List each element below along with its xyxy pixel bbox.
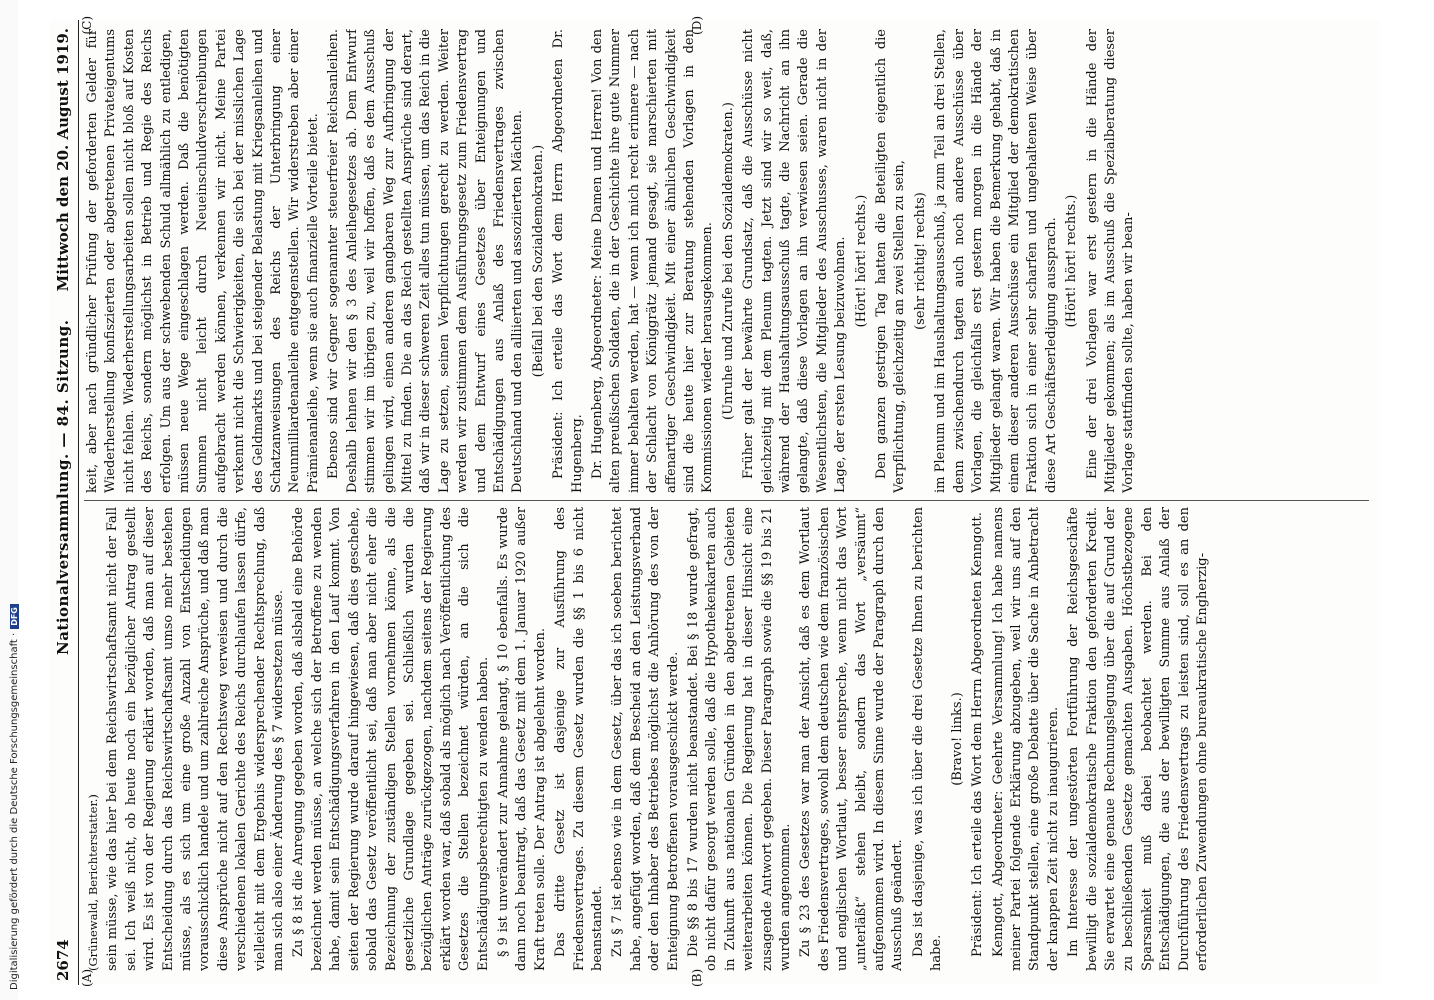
president-remark: Präsident: Ich erteile das Wort dem Herrn Abgeordneten Kenngott. — [970, 512, 986, 957]
interjection: (Beifall bei den Sozialdemokraten.) — [530, 144, 546, 378]
paragraph: Eine der drei Vorlagen war erst gestern in die Hände der Mitglieder gekommen; als im Ausschuß die Spezialberatung dieser Vorlage stattfinden sollte, haben wir bean- — [1084, 29, 1137, 493]
paragraph: Früher galt der bewährte Grundsatz, daß die Ausschüsse nicht gleichzeitig mit dem Plenum tagten. Jetzt sind wir so weit, daß, während der Haushaltungsausschuß tagte, die Nachricht an ihn gelangte, daß diese Vorlagen an ihn verwiesen seien. Gerade die Wesentlichsten, die Mitglieder des Ausschusses, waren nicht in der Lage, der ersten Lesung beizuwohnen. — [741, 29, 849, 493]
funding-note: Digitalisierung gefördert durch die Deutsche Forschungsgemeinschaft · — [9, 632, 20, 990]
document-page — [50, 16, 1380, 987]
interjection: (sehr richtig! rechts) — [912, 192, 928, 330]
dfg-logo: DFG — [10, 604, 19, 629]
speech-opening: Dr. Hugenberg, Abgeordneter: Meine Damen und Herren! Von den alten preußischen Soldaten, die in der Geschichte ihre gute Nummer immer behalten werden, hat — wenn ich mich recht erinnere — nach der Schlacht von Königgrätz jemand gesagt, sie marschierten mit affenartiger Geschwindigkeit. Mit einer ähnlichen Geschwindigkeit sind die heute hier zur Beratung stehenden Vorlagen in den Kommissionen wieder herausgekommen. — [589, 29, 716, 493]
paragraph: sein müsse, wie das hier bei dem Reichswirtschaftsamt nicht der Fall sei. Ich weiß nicht, ob heute noch ein bezüglicher Antrag gestellt wird. Es ist von der Regierung erklärt worden, daß man auf dieser Entscheidung durch das Reichswirtschaftsamt umso mehr bestehen müsse, als es sich um eine große Anzahl von Entscheidungen vorausschicklich handele und um zahlreiche Ansprüche, und daß man diese Ansprüche nicht auf den Rechtsweg verweisen und durch die verschiedenen lokalen Gerichte des Reichs durchlaufen lassen dürfe, vielleicht mit dem Ergebnis widersprechender Rechtsprechung, daß man sich also einer Änderung des § 7 widersetzen müsse. — [105, 507, 287, 971]
digitization-note — [9, 604, 20, 990]
margin-mark-d: (D) — [690, 16, 704, 35]
speaker-attribution: (Grünewald, Berichterstatter.) — [86, 794, 100, 971]
interjection: (Bravo! links.) — [949, 692, 965, 786]
digitization-sidebar — [0, 0, 18, 1000]
paragraph: § 9 ist unverändert zur Annahme gelangt, § 10 ebenfalls. Es wurde dann noch beantragt, daß das Gesetz mit dem 1. Januar 1920 außer Kraft treten solle. Der Antrag ist abgelehnt worden. — [495, 507, 548, 971]
page-header — [50, 20, 79, 985]
paragraph: Das ist dasjenige, was ich über die drei Gesetze Ihnen zu berichten habe. — [910, 507, 945, 971]
paragraph: Zu § 7 ist ebenso wie in dem Gesetz, über das ich soeben berichtet habe, angefügt worden, daß dem Bescheid an den Leistungsverband oder den Inhaber des Betriebes möglichst die Anhörung des von der Enteignung Betroffenen vorausgeschickt werde. — [610, 507, 681, 971]
page-number: 2674 — [54, 939, 72, 981]
paragraph: Zu § 8 ist die Anregung gegeben worden, daß alsbald eine Behörde bezeichnet werden müsse, an welche sich der Betroffene zu wenden habe, damit sein Entschädigungsverfahren in den Lauf kommt. Von seiten der Regierung wurde darauf hingewiesen, daß dies geschehe, sobald das Gesetz veröffentlicht sei, daß man aber nicht eher die Bezeichnung der zuständigen Stellen vornehmen könne, als die gesetzliche Grundlage gegeben sei. Schließlich wurden die bezüglichen Anträge zurückgezogen, nachdem seitens der Regierung erklärt worden war, daß sobald als möglich nach Veröffentlichung des Gesetzes die Stellen bezeichnet würden, an die sich die Entschädigungsberechtigten zu wenden haben. — [291, 507, 491, 971]
column-divider — [84, 500, 1369, 501]
right-column — [84, 29, 1374, 493]
left-column — [84, 507, 1374, 971]
interjection: (Unruhe und Zurufe bei den Sozialdemokraten.) — [720, 102, 736, 420]
paragraph: im Plenum und im Haushaltungsausschuß, ja zum Teil an drei Stellen, denn zwischendurch tagten auch noch andere Ausschüsse über Vorlagen, die gleichfalls erst gestern morgen in die Hände der Mitglieder gelangt waren. Wir haben die Bemerkung gehabt, daß in einem dieser anderen Ausschüsse ein Mitglied der demokratischen Fraktion sich in einer sehr scharfen und ungehaltenen Weise über diese Art Geschäftserledigung aussprach. — [933, 29, 1059, 493]
margin-mark-b: (B) — [690, 968, 704, 987]
paragraph: Den ganzen gestrigen Tag hatten die Beteiligten eigentlich die Verpflichtung, gleichzeitig an zwei Stellen zu sein, — [874, 29, 908, 493]
margin-mark-a: (A) — [80, 968, 94, 987]
paragraph: Das dritte Gesetz ist dasjenige zur Ausführung des Friedensvertrages. Zu diesem Gesetz wurden die §§ 1 bis 6 nicht beanstandet. — [553, 507, 605, 971]
session-title: Nationalversammlung. — 84. Sitzung. — [54, 319, 72, 655]
paragraph: Ebenso sind wir Gegner sogenannter steuerfreier Reichsanleihen. Deshalb lehnen wir den § 3 des Anleihegesetzes ab. Dem Entwurf stimmen wir im übrigen zu, weil wir hoffen, daß es dem Ausschuß gelingen wird, einen anderen gangbaren Weg zur Aufbringung der Mittel zu finden. Die an das Reich gestellten Ansprüche sind derart, daß wir in dieser schweren Zeit alles tun müssen, um das Reich in die Lage zu setzen, seinen Verpflichtungen gerecht zu werden. Weiter werden wir zustimmen dem Ausführungsgesetz zum Friedensvertrag und dem Entwurf eines Gesetzes über Enteignungen und Entschädigungen aus Anlaß des Friedensvertrages zwischen Deutschland und den alliierten und assoziierten Mächten. — [326, 29, 526, 493]
interjection: (Hört! hört! rechts.) — [853, 194, 869, 328]
speech-opening: Kenngott, Abgeordneter: Geehrte Versammlung! Ich habe namens meiner Partei folgende Erklärung abzugeben, weil wir uns auf den Standpunkt stellen, eine große Debatte über die Sache in Anbetracht der knappen Zeit nicht zu inaugurieren. — [990, 507, 1061, 971]
paragraph: Zu § 23 des Gesetzes war man der Ansicht, daß es dem Wortlaut des Friedensvertrages, sowohl dem deutschen wie dem französischen und englischen Wortlaut, besser entspreche, wenn nicht das Wort „unterläßt“ stehen bleibt, sondern das Wort „versäumt“ aufgenommen wird. In diesem Sinne wurde der Paragraph durch den Ausschuß geändert. — [798, 507, 906, 971]
margin-mark-c: (C) — [80, 16, 94, 35]
paragraph: Die §§ 8 bis 17 wurden nicht beanstandet. Bei § 18 wurde gefragt, ob nicht dafür gesorgt werden solle, daß die Hypothekenkarten auch in Zukunft aus nationalen Gründen in den abgetretenen Gebieten weiterarbeiten können. Die Regierung hat in dieser Hinsicht eine zusagende Antwort gegeben. Dieser Paragraph sowie die §§ 19 bis 21 wurden angenommen. — [686, 507, 794, 971]
paragraph: keit, aber nach gründlicher Prüfung der geforderten Gelder für Wiederherstellung konfiszierten oder abgetretenen Privateigentums nicht fehlen. Wiederherstellungsarbeiten sollen nicht bloß auf Kosten des Reichs, sondern möglichst in Betrieb und Regie des Reichs erfolgen. Um aus der schwebenden Schuld allmählich zu entledigen, müssen neue Wege eingeschlagen werden. Daß die benötigten Summen nicht leicht durch Neueinschuldverschreibungen aufgebracht werden können, verkennen wir nicht. Meine Partei verkennt nicht die Schwierigkeiten, die sich bei der misslichen Lage des Geldmarkts und bei steigender Belastung mit Kriegsanleihen und Schatzanweisungen des Reichs der Unterbringung einer Neunmilliardenanleihe entgegenstellen. Wir widerstreben aber einer Prämienanleihe, wenn sie auch finanzielle Vorteile bietet. — [85, 29, 321, 493]
session-date: Mittwoch den 20. August 1919. — [54, 28, 72, 292]
president-remark: Präsident: Ich erteile das Wort dem Herrn Abgeordneten Dr. Hugenberg. — [551, 29, 585, 493]
interjection: (Hört! hört! rechts.) — [1064, 194, 1080, 328]
paragraph: Im Interesse der ungestörten Fortführung der Reichsgeschäfte bewilligt die sozialdemokratische Fraktion den geforderten Kredit. Sie erwartet eine genaue Rechnungslegung über die auf Grund der zu beschließenden Gesetze gemachten Ausgaben. Höchstbezogene Sparsamkeit muß dabei beobachtet werden. Bei den Entschädigungen, die aus der bewilligten Summe aus Anlaß der Durchführung des Friedensvertrags zu leisten sind, soll es an den erforderlichen Zuwendungen ohne bureaukratische Engherzig- — [1066, 507, 1210, 971]
